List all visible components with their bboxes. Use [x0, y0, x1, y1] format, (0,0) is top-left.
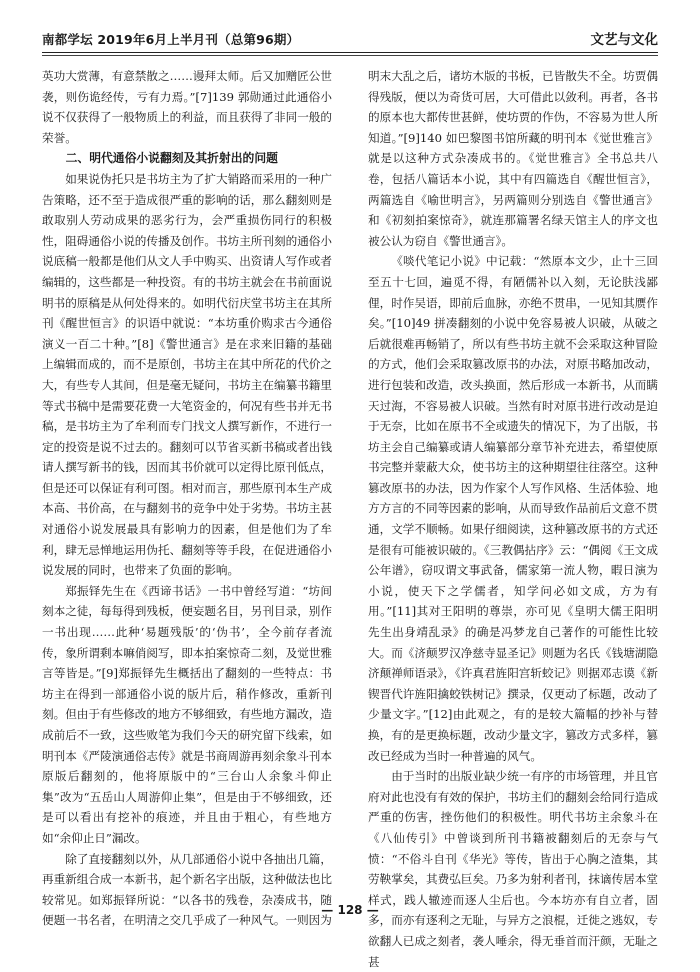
paragraph: 由于当时的出版业缺少统一有序的市场管理，并且官府对此也没有有效的保护，书坊主们的翻刻会给同行造成严重的伤害，挫伤他们的积极性。明代书坊主余象斗在《八仙传引》中曾谈到所刊书籍被翻刻后的无奈与气愤：“不俗斗自刊《华光》等传，皆出于心胸之渣集，其劳鞅掌矣，其费弘巨矣。乃多为射利者刊，抹谪传居本堂样式，践人辙迹而逐人尘后也。今本坊亦有自立者，固多，而亦有逐利之无耻，与异方之浪棍，迁徙之逃奴，专欲翻人已成之刻者，袭人唾余，得无垂首而汗颜，无耻之甚 [368, 769, 658, 969]
paragraph: 郑振铎先生在《西谛书话》一书中曾经写道：“坊间刻本之徒，每每得到残板，便妄题名目，另刊目录，别作一书出现……此种‘易题残版’的‘伪书’，全今前存者流传，象所谓剩本嘛俏阅写，即本拍案惊奇二刻，及觉世雅言等皆是。”[9]郑振铎先生概括出了翻刻的一些特点：书坊主在得到一部通俗小说的版片后，稍作修改，重新刊刻。但由于有些修改的地方不够细致，有些地方漏改，造成前后不一致，这些败笔为我们今天的研究留下线索，如明刊本《严陵演通俗志传》就是书商周游再刻余象斗刊本原版后翻刻的，他将原版中的“三台山人余象斗仰止集”改为“五岳山人周游仰止集”，但是由于不够细致，还是可以看出有挖补的痕迹，并且由于粗心，有些地方如“余仰止日”漏改。 [42, 583, 332, 845]
page-number: — 128 — [321, 903, 379, 917]
left-column [42, 66, 332, 928]
paragraph: 明末大乱之后，诸坊木版的书板，已皆散失不全。坊贾偶得残版，便以为奇货可居，大可借此以敛利。再者，各书的原本也大都传世甚鲜，使坊贾的作伪，不容易为世人所知道。”[9]140 如巴黎图书馆所藏的明刊本《觉世雅言》就是以这种方式杂凑成书的。《觉世雅言》全书总共八卷，包括八篇话本小说，其中有四篇选自《醒世恒言》，两篇选自《喻世明言》，另两篇则分别选自《警世通言》和《初刻拍案惊奇》，就连那篇署名绿天馆主人的序文也被公认为窃自《警世通言》。 [368, 69, 658, 248]
paragraph: 除了直接翻刻以外，从几部通俗小说中各抽出几篇，再重新组合成一本新书，起个新名字出版，这种做法也比较常见。如郑振铎所说：“以各书的残卷，杂凑成书，随便题一书名者，在明清之交几乎成了一种风气。一则因为 [42, 851, 332, 928]
paragraph: 英功大赏薄，有意禁散之……谩拜太师。后又加赠匠公世袭，则伤诡经传，亏有力焉。”[7]139 郭勋通过此通俗小说不仅获得了一般物质上的利益，而且获得了非同一般的荣誉。 [42, 69, 332, 145]
paragraph: 如果说伪托只是书坊主为了扩大销路而采用的一种广告策略，还不至于造成很严重的影响的话，那么翻刻则是敢取别人劳动成果的恶劣行为，会严重损伤同行的积极性，阻碍通俗小说的传播及创作。书坊主所刊刻的通俗小说底稿一般都是他们从文人手中购买、出资请人写作或者编辑的，这些都是一种投资。有的书坊主就会在书前面说明书的原稿是从何处得来的。如明代衍庆堂书坊主在其所刊《醒世恒言》的识语中就说：“本坊重价购求古今通俗演义一百二十种。”[8]《警世通言》是在求来旧籍的基础上编辑而成的，而不是原创，书坊主在其中所花的代价之大，有些专人其间，但是毫无疑问，书坊主在编纂书籍里等式书稿中是需要花费一大笔资金的，何况有些书并无书稿，是书坊主为了牟利而专门找文人撰写新作，不进行一定的投资是说不过去的。翻刻可以节省买新书稿或者出钱请人撰写新书的钱，因而其书价就可以定得比原刊低点，但是还可以保证有利可图。相对而言，那些原刊本生产成本高、书价高，在与翻刻书的竞争中处于劣势。书坊主甚对通俗小说发展最具有影响力的因素，但是他们为了牟利，肆无忌惮地运用伪托、翻刻等等手段，在促进通俗小说发展的同时，也带来了负面的影响。 [42, 171, 332, 578]
journal-title: 南都学坛 2019年6月上半月刊（总第96期） [42, 32, 300, 47]
header-rule [42, 52, 658, 53]
right-column [368, 66, 658, 969]
section-heading: 二、明代通俗小说翻刻及其折射出的问题 [65, 151, 278, 166]
paragraph: 《啖代笔记小说》中记载：“然原本文少，止十三回至五十七回，遍觅不得，有陋儒补以入刻，无论肤浅鄙俚，时作吴语，即前后血脉，亦绝不贯串，一见知其赝作矣。”[10]49 拼凑翻刻的小说中免容易被人识破，从破之后就很难再畅销了，所以有些书坊主就不会采取这种冒险的方式，他们会采取篡改原书的办法，对原书略加改动，进行包装和改造，改头换面，然后形成一本新书，从而瞒天过海，不容易被人识破。当然有时对原书进行改动是迫于无奈，比如在原书不全或遗失的情况下，为了出版，书坊主会自己编纂或请人编纂部分章节补充进去，希望使原书完整并蒙蔽大众，使书坊主的这种期望往往落空。这种篡改原书的办法，因为作家个人写作风格、生活体验、地方方言的不同等因素的影响，从而导致作品前后文意不贯通，文学不顺畅。如果仔细阅读，这种篡改原书的方式还是很有可能被识破的。《三教偶拈序》云：“偶阅《王文成公年谱》，窃叹谓文事武备，儒家第一流人物，暇日演为小说，使天下之学儒者，知学问必如文成，方为有用。”[11]其对王阳明的尊崇，亦可见《皇明大儒王阳明先生出身靖乱录》的确是冯梦龙自己著作的可能性比较大。而《济颠罗汉净慈寺显圣记》则题为名氏《钱塘湖隐济颠禅师语录》，《许真君旌阳宫斩蛟记》则据邓志谟《新锲晋代许旌阳擒蛟铁树记》撰录，仅更动了标题，改动了少量文字。”[12]由此观之，有的是较大篇幅的抄补与替换，有的是更换标题，改动少量文字，篡改方式多样，篡改已经成为当时一种普遍的风气。 [368, 254, 658, 763]
header-rule-thin [42, 55, 658, 56]
section-title: 文艺与文化 [590, 32, 658, 48]
running-header [42, 26, 658, 48]
